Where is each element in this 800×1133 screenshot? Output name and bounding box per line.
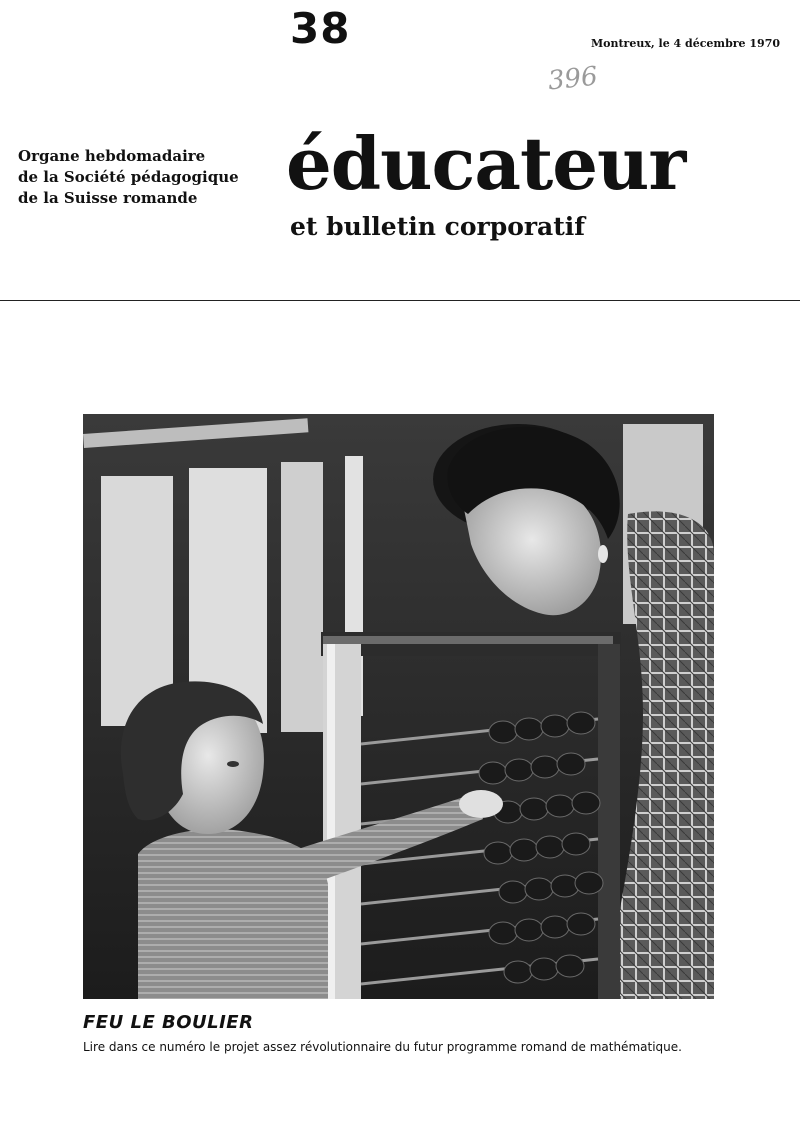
caption-title: FEU LE BOULIER xyxy=(83,1012,254,1033)
header-divider xyxy=(0,300,800,301)
issue-number: 38 xyxy=(290,4,351,53)
society-line-1: Organe hebdomadaire xyxy=(18,147,206,165)
masthead-title: éducateur xyxy=(286,121,686,206)
cover-photo-illustration xyxy=(83,414,714,999)
dateline: Montreux, le 4 décembre 1970 xyxy=(590,37,780,50)
caption-text: Lire dans ce numéro le projet assez révolutionnaire du futur programme romand de mathématique. xyxy=(83,1040,682,1054)
society-line-3: de la Suisse romande xyxy=(18,189,198,207)
handwritten-note: 396 xyxy=(546,61,600,97)
masthead-subtitle: et bulletin corporatif xyxy=(290,212,586,241)
cover-photo xyxy=(83,414,714,999)
society-line-2: de la Société pédagogique xyxy=(18,168,239,186)
society-description xyxy=(18,146,239,209)
